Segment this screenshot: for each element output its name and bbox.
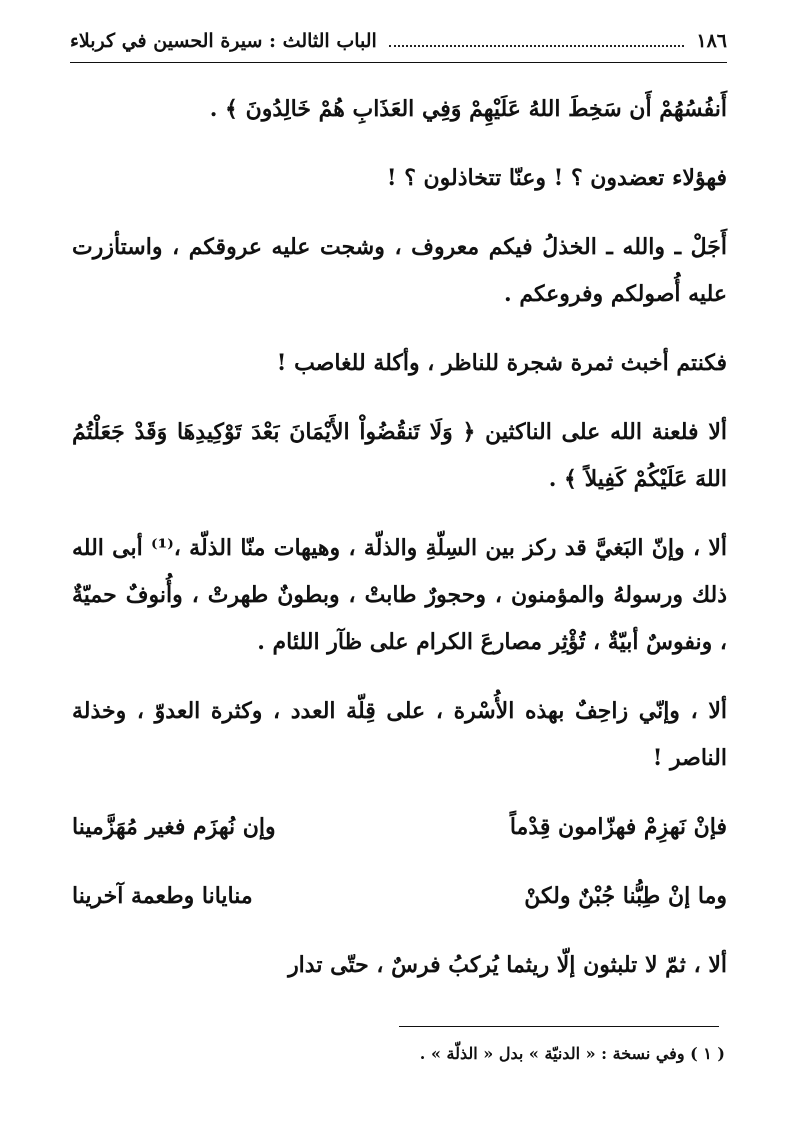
running-title: الباب الثالث : سيرة الحسين في كربلاء [70, 30, 377, 52]
verse-first-hemistich: وما إنْ طِبُّنا جُبْنٌ ولكنْ [524, 883, 727, 909]
running-header [70, 30, 727, 63]
header-dot-leader [389, 31, 685, 47]
paragraph: ألا ، وإنّ البَغيَّ قد ركز بين السِلّةِ والذلّة ، وهيهات منّا الذلّة ،⁽¹⁾ أبى الله ذلك ورسولهُ والمؤمنون ، وحجورٌ طابتْ ، وبطونٌ طهرتْ ، وأُنوفٌ حميّةٌ ، ونفوسٌ أبيّةٌ ، تُؤْثِر مصارعَ الكرام على ظآر اللئام . [72, 535, 727, 655]
footnote-divider [399, 1026, 719, 1027]
footnote: ( ١ ) وفي نسخة : « الدنيّة » بدل « الذلّة » . [419, 1044, 725, 1063]
paragraph: فهؤلاء تعضدون ؟ ! وعنّا تتخاذلون ؟ ! [386, 165, 727, 191]
paragraph: أَنفُسُهُمْ أَن سَخِطَ اللهُ عَلَيْهِمْ وَفِي العَذَابِ هُمْ خَالِدُونَ ﴾ . [209, 96, 727, 122]
verse-second-hemistich: منايانا وطعمة آخرينا [72, 883, 253, 909]
poem-verse [72, 873, 727, 920]
verse-first-hemistich: فإنْ نَهزِمْ فهزّامون قِدْماً [509, 814, 727, 840]
poem-verse [72, 804, 727, 851]
paragraph: ألا فلعنة الله على الناكثين ﴿ وَلَا تَنقُضُواْ الأَيْمَانَ بَعْدَ تَوْكِيدِهَا وَقَدْ جَعَلْتُمُ اللهَ عَلَيْكُمْ كَفِيلاً ﴾ . [72, 419, 727, 492]
body-text [72, 86, 727, 1011]
paragraph: ألا ، ثمّ لا تلبثون إلّا ريثما يُركبُ فرسٌ ، حتّى تدار [288, 952, 727, 978]
page-number: ١٨٦ [696, 30, 727, 52]
paragraph: ألا ، وإنّي زاحِفٌ بهذه الأُسْرة ، على قِلّة العدد ، وكثرة العدوّ ، وخذلة الناصر ! [72, 698, 727, 771]
verse-second-hemistich: وإن نُهزَم فغير مُهَزَّمينا [72, 814, 276, 840]
paragraph: أَجَلْ ـ والله ـ الخذلُ فيكم معروف ، وشجت عليه عروقكم ، واستأزرت عليه أُصولكم وفروعكم . [72, 234, 727, 307]
paragraph: فكنتم أخبث ثمرة شجرة للناظر ، وأكلة للغاصب ! [276, 350, 727, 376]
